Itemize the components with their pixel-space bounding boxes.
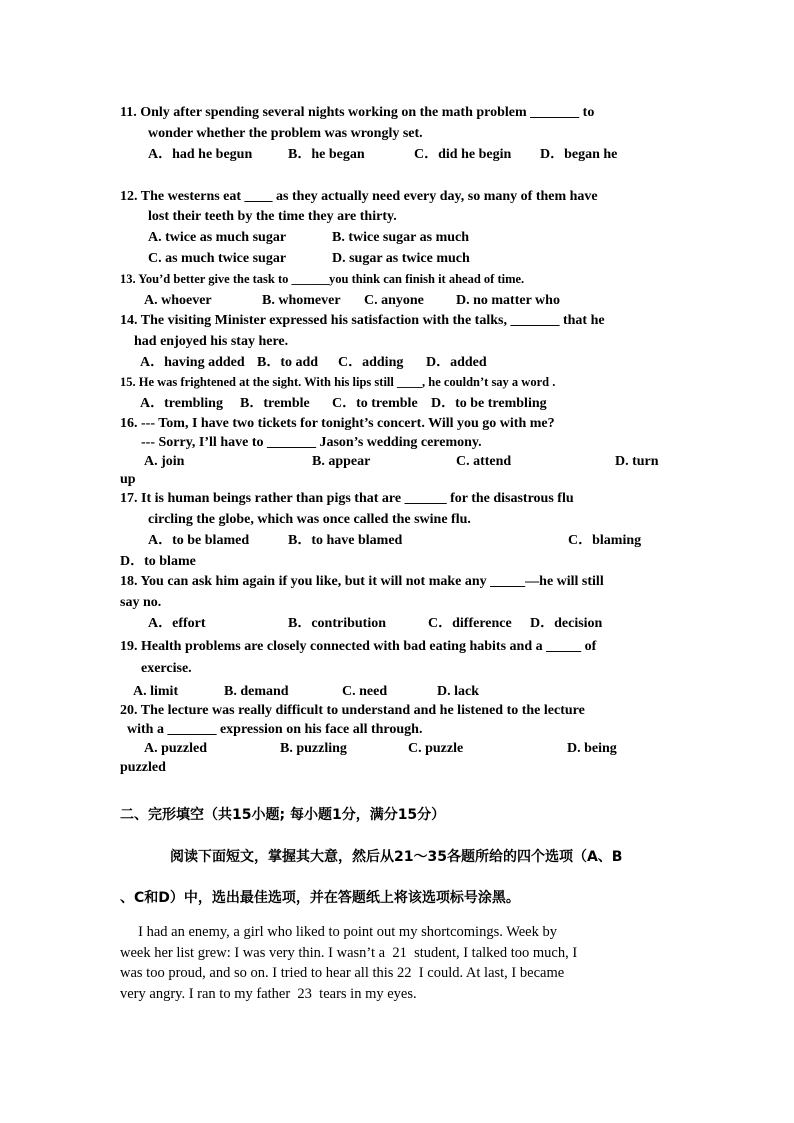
- q14-option-d: D．added: [426, 355, 487, 370]
- q15-option-d: D．to be trembling: [431, 396, 547, 411]
- passage-line-4: very angry. I ran to my father 23 tears in my eyes.: [120, 986, 417, 1002]
- q20-option-a: A. puzzled: [144, 741, 207, 756]
- q12-option-c: C. as much twice sugar: [148, 251, 287, 266]
- q17-option-a: A．to be blamed: [148, 533, 250, 548]
- q19-option-d: D. lack: [437, 684, 479, 699]
- q20-option-d: D. being: [567, 741, 617, 756]
- q15-option-c: C．to tremble: [332, 396, 418, 411]
- q12-line-2: lost their teeth by the time they are thirty.: [120, 209, 397, 224]
- q17-line-1: 17. It is human beings rather than pigs that are ______ for the disastrous flu: [120, 491, 574, 506]
- q12-line-1: 12. The westerns eat ____ as they actually need every day, so many of them have: [120, 189, 598, 204]
- q20-line-2: with a _______ expression on his face all through.: [120, 722, 423, 737]
- q11-option-b: B．he began: [288, 147, 365, 162]
- q14-option-a: A．having added: [140, 355, 245, 370]
- q19-option-a: A. limit: [133, 684, 179, 699]
- q17-option-d: D．to blame: [120, 554, 196, 569]
- q12-option-d: D. sugar as twice much: [332, 251, 470, 266]
- q12-option-a: A. twice as much sugar: [148, 230, 287, 245]
- q11-option-c: C．did he begin: [414, 147, 512, 162]
- q16-option-b: B. appear: [312, 454, 371, 469]
- q14-option-c: C．adding: [338, 355, 404, 370]
- q13-line-1: 13. You’d better give the task to ______you think can finish it ahead of time.: [120, 272, 525, 286]
- q16-line-2: --- Sorry, I’ll have to _______ Jason’s wedding ceremony.: [120, 435, 482, 450]
- q16-option-a: A. join: [144, 454, 185, 469]
- q13-option-c: C. anyone: [364, 293, 424, 308]
- q14-line-1: 14. The visiting Minister expressed his satisfaction with the talks, _______ that he: [120, 313, 605, 328]
- q19-option-b: B. demand: [224, 684, 289, 699]
- q20-option-b: B. puzzling: [280, 741, 347, 756]
- q14-line-2: had enjoyed his stay here.: [120, 334, 289, 349]
- q11-line-2: wonder whether the problem was wrongly set.: [120, 126, 423, 141]
- q13-option-d: D. no matter who: [456, 293, 560, 308]
- q17-line-2: circling the globe, which was once called the swine flu.: [120, 512, 471, 527]
- q13-option-b: B. whomever: [262, 293, 341, 308]
- q11-option-d: D．began he: [540, 147, 618, 162]
- q16-option-c: C. attend: [456, 454, 512, 469]
- q17-option-c: C．blaming: [568, 533, 642, 548]
- q12-option-b: B. twice sugar as much: [332, 230, 470, 245]
- q18-option-c: C．difference: [428, 616, 512, 631]
- q19-line-2: exercise.: [120, 661, 192, 676]
- q19-option-c: C. need: [342, 684, 388, 699]
- q14-option-b: B．to add: [257, 355, 319, 370]
- q18-line-1: 18. You can ask him again if you like, but it will not make any _____—he will still: [120, 574, 604, 589]
- q16-option-d: D. turn: [615, 454, 659, 469]
- q19-line-1: 19. Health problems are closely connected with bad eating habits and a _____ of: [120, 639, 597, 654]
- section-instruction-line-2: 、C和D）中，选出最佳选项，并在答题纸上将该选项标号涂黑。: [120, 890, 520, 906]
- q20-line-1: 20. The lecture was really difficult to understand and he listened to the lecture: [120, 703, 585, 718]
- q20-option-c: C. puzzle: [408, 741, 464, 756]
- section-instruction-line-1: 阅读下面短文，掌握其大意，然后从21～35各题所给的四个选项（A、B: [170, 849, 623, 865]
- q15-option-a: A．trembling: [140, 396, 223, 411]
- q11-option-a: A．had he begun: [148, 147, 253, 162]
- q18-option-b: B．contribution: [288, 616, 387, 631]
- section-heading: 二、完形填空（共15小题; 每小题1分，满分15分）: [120, 807, 446, 823]
- q16-option-d-wrap: up: [120, 472, 136, 487]
- q13-option-a: A. whoever: [144, 293, 212, 308]
- passage-line-1: I had an enemy, a girl who liked to point out my shortcomings. Week by: [120, 924, 557, 940]
- q18-line-2: say no.: [120, 595, 162, 610]
- q18-option-d: D．decision: [530, 616, 603, 631]
- q16-line-1: 16. --- Tom, I have two tickets for tonight’s concert. Will you go with me?: [120, 416, 555, 431]
- q17-option-b: B．to have blamed: [288, 533, 403, 548]
- passage-line-2: week her list grew: I was very thin. I wasn’t a 21 student, I talked too much, I: [120, 945, 578, 961]
- q15-line-1: 15. He was frightened at the sight. With his lips still ____, he couldn’t say a word .: [120, 375, 556, 389]
- q20-option-d-wrap: puzzled: [120, 760, 166, 775]
- q11-line-1: 11. Only after spending several nights working on the math problem _______ to: [120, 105, 595, 120]
- q18-option-a: A．effort: [148, 616, 206, 631]
- q15-option-b: B．tremble: [240, 396, 310, 411]
- passage-line-3: was too proud, and so on. I tried to hear all this 22 I could. At last, I became: [120, 965, 565, 981]
